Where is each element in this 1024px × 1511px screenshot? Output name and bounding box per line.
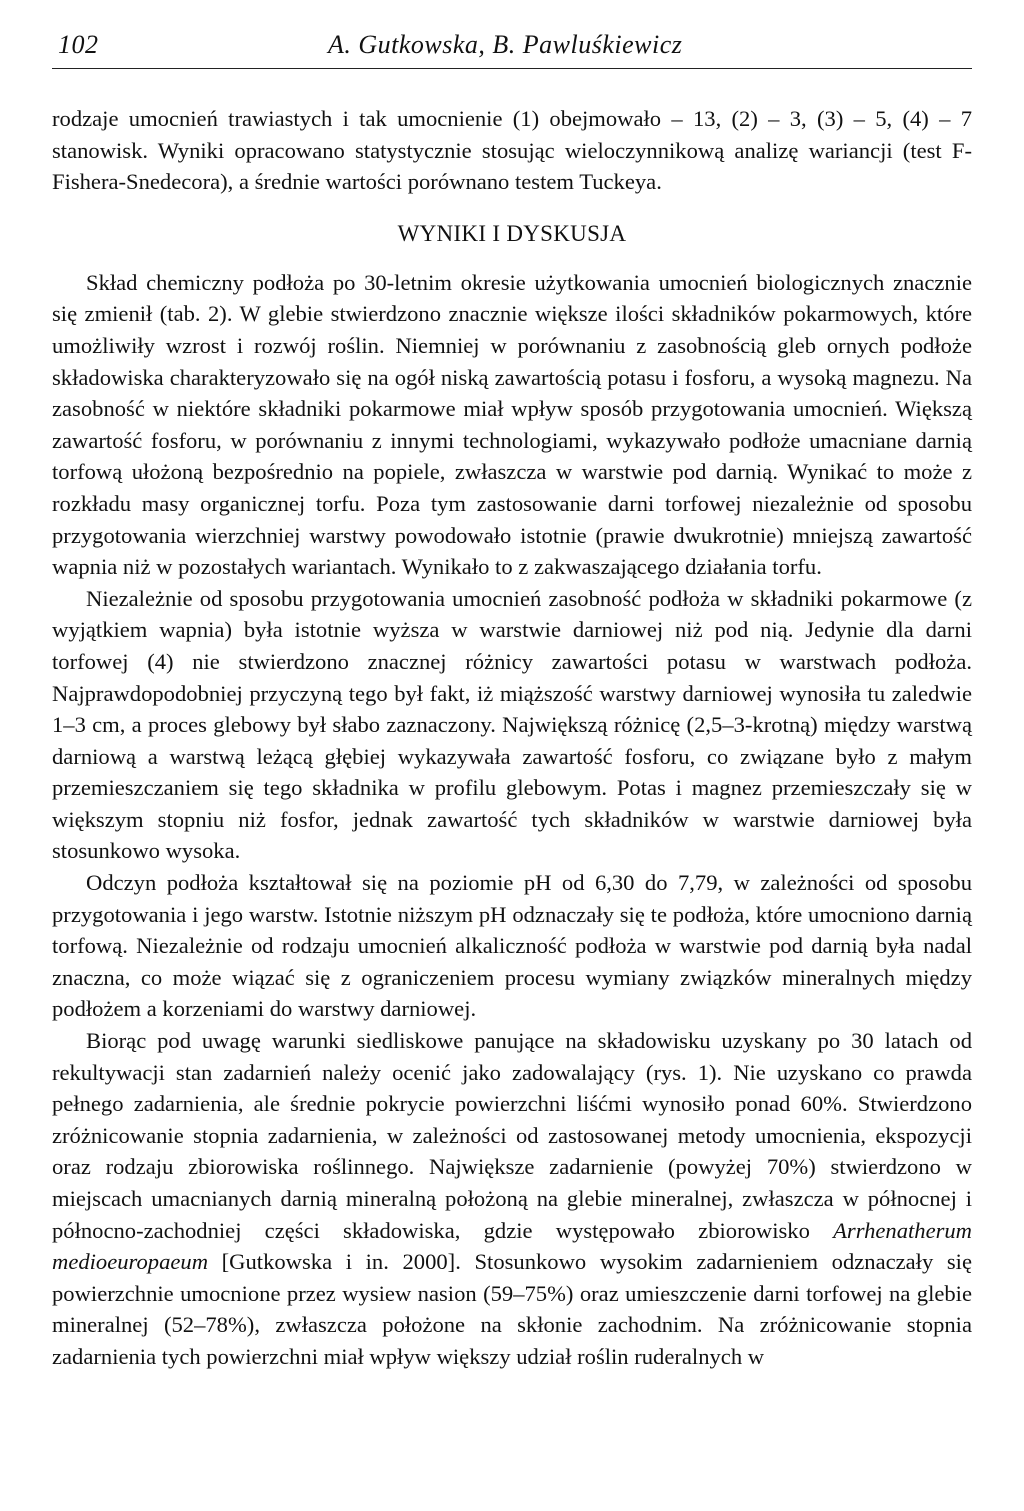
running-header bbox=[52, 22, 972, 69]
paragraph-chemical-composition: Skład chemiczny podłoża po 30-letnim okresie użytkowania umocnień biologicznych znacznie się zmienił (tab. 2). W glebie stwierdzono znacznie większe ilości składników pokarmowych, które umożliwiły wzrost i rozwój roślin. Niemniej w porównaniu z zasobnością gleb ornych podłoże składowiska charakteryzowało się na ogół niską zawartością potasu i fosforu, a wysoką magnezu. Na zasobność w niektóre składniki pokarmowe miał wpływ sposób przygotowania umocnień. Większą zawartość fosforu, w porównaniu z innymi technologiami, wykazywało podłoże umacniane darnią torfową ułożoną bezpośrednio na popiele, zwłaszcza w warstwie pod darnią. Wynikać to może z rozkładu masy organicznej torfu. Poza tym zastosowanie darni torfowej niezależnie od sposobu przygotowania wierzchniej warstwy powodowało istotnie (prawie dwukrotnie) mniejszą zawartość wapnia niż w pozostałych wariantach. Wynikało to z zakwaszającego działania torfu. bbox=[52, 269, 972, 580]
species-name: Arrhenatherum medioeuropaeum bbox=[52, 1217, 972, 1275]
paragraph-methods-continued: rodzaje umocnień trawiastych i tak umocnienie (1) obejmowało – 13, (2) – 3, (3) – 5, (4) – 7 stanowisk. Wyniki opracowano statystycznie stosując wieloczynnikową analizę wariancji (test F-Fishera-Snedecora), a średnie wartości porównano testem Tuckeya. bbox=[52, 106, 972, 195]
body-text bbox=[52, 103, 972, 1373]
page-number: 102 bbox=[58, 30, 99, 59]
paragraph-soil-ph: Odczyn podłoża kształtował się na poziomie pH od 6,30 do 7,79, w zależności od sposobu przygotowania i jego warstw. Istotnie niższym pH odznaczały się te podłoża, które umocniono darnią torfową. Niezależnie od rodzaju umocnień alkaliczność podłoża w warstwie pod darnią była nadal znaczna, co może wiązać się z ograniczeniem procesu wymiany związków mineralnych między podłożem a korzeniami do warstwy darniowej. bbox=[52, 870, 972, 1022]
paragraph-nutrient-layers: Niezależnie od sposobu przygotowania umocnień zasobność podłoża w składniki pokarmowe (z wyjątkiem wapnia) była istotnie wyższa w warstwie darniowej niż pod nią. Jedynie dla darni torfowej (4) nie stwierdzono znacznej różnicy zawartości potasu w warstwach podłoża. Najprawdopodobniej przyczyną tego był fakt, iż miąższość warstwy darniowej wynosiła tu zaledwie 1–3 cm, a proces glebowy był słabo zaznaczony. Największą różnicę (2,5–3-krotną) między warstwą darniową a warstwą leżącą głębiej wykazywała zawartość fosforu, co związane było z małym przemieszczaniem się tego składnika w profilu glebowym. Potas i magnez przemieszczały się w większym stopniu niż fosfor, jednak zawartość tych składników w warstwie darniowej była stosunkowo wysoka. bbox=[52, 585, 972, 864]
header-authors: A. Gutkowska, B. Pawluśkiewicz bbox=[328, 30, 683, 59]
paragraph-turf-cover-text-2: [Gutkowska i in. 2000]. Stosunkowo wysokim zadarnieniem odznaczały się powierzchnie umocnione przez wysiew nasion (59–75%) oraz umieszczenie darni torfowej na glebie mineralnej (52–78%), zwłaszcza położone na skłonie zachodnim. Na zróżnicowanie stopnia zadarnienia tych powierzchni miał wpływ większy udział roślin ruderalnych w bbox=[52, 1249, 972, 1369]
document-page bbox=[52, 22, 972, 1373]
section-heading: WYNIKI I DYSKUSJA bbox=[397, 220, 627, 246]
paragraph-turf-cover-text-1: Biorąc pod uwagę warunki siedliskowe panujące na składowisku uzyskany po 30 latach od rekultywacji stan zadarnień należy ocenić jako zadowalający (rys. 1). Nie uzyskano co prawda pełnego zadarnienia, ale średnie pokrycie powierzchni liśćmi wynosiło ponad 60%. Stwierdzono zróżnicowanie stopnia zadarnienia, w zależności od zastosowanej metody umocnienia, ekspozycji oraz rodzaju zbiorowiska roślinnego. Największe zadarnienie (powyżej 70%) stwierdzono w miejscach umacnianych darnią mineralną położoną na glebie mineralnej, zwłaszcza w północnej i północno-zachodniej części składowiska, gdzie występowało zbiorowisko bbox=[52, 1028, 972, 1243]
paragraph-turf-cover bbox=[52, 1025, 972, 1373]
